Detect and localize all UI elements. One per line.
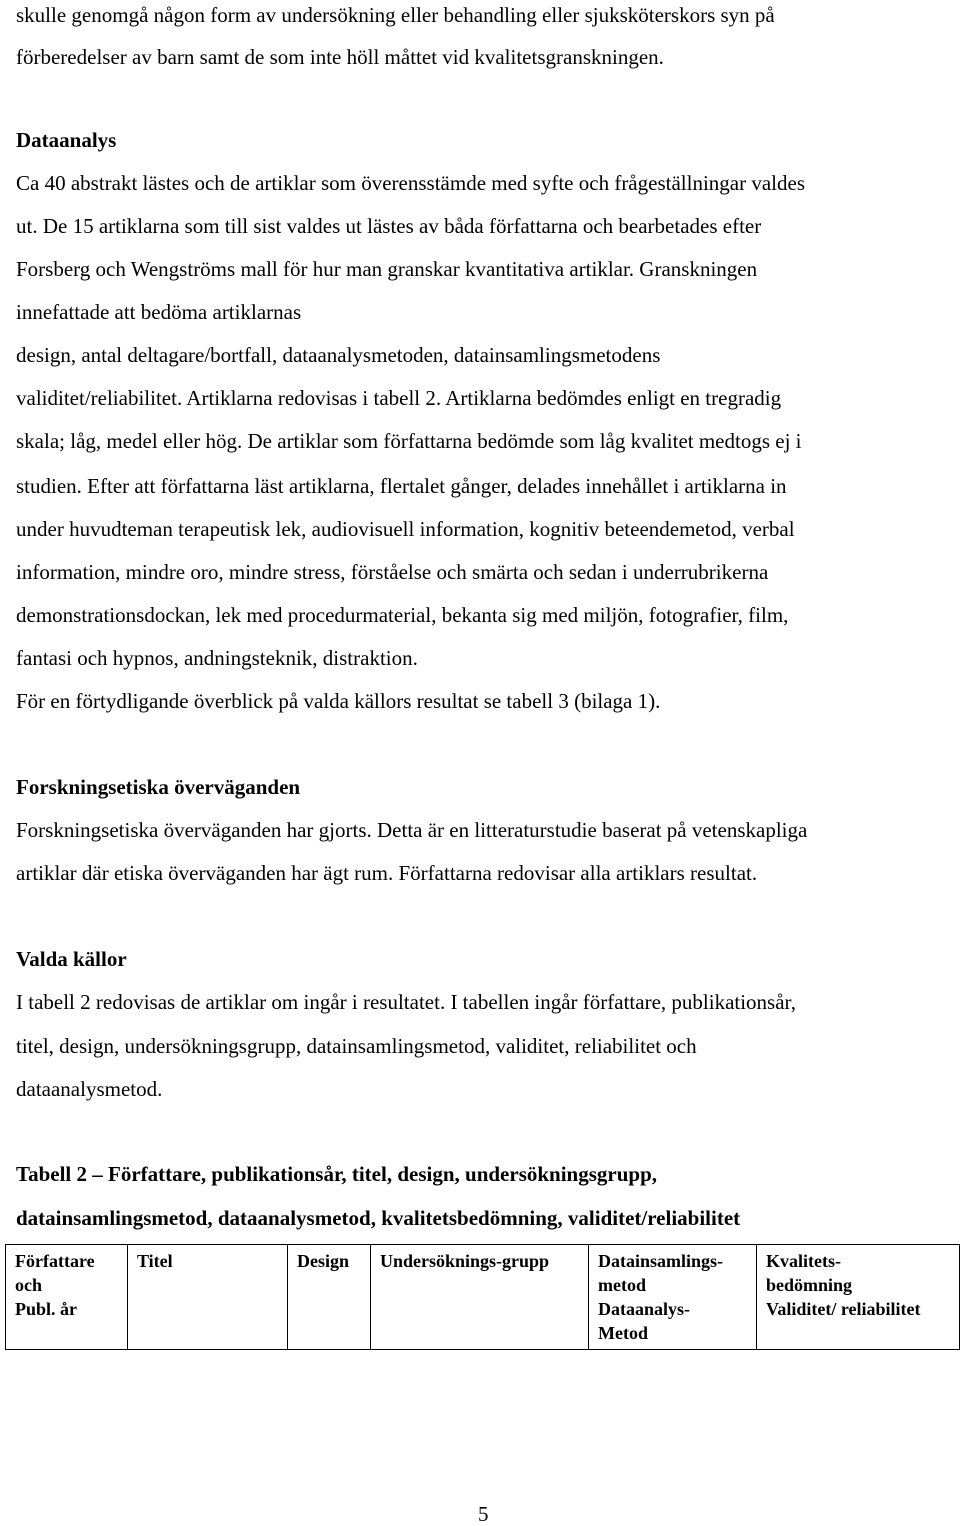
paragraph-line: I tabell 2 redovisas de artiklar om ingår i resultatet. I tabellen ingår författare, publikationsår, — [16, 990, 796, 1014]
paragraph-line: validitet/reliabilitet. Artiklarna redovisas i tabell 2. Artiklarna bedömdes enligt en tregradig — [16, 386, 782, 410]
header-cell-datainsamlingsmetod: Datainsamlings- metod Dataanalys- Metod — [589, 1245, 757, 1350]
paragraph-line: Ca 40 abstrakt lästes och de artiklar som överensstämde med syfte och frågeställningar valdes — [16, 171, 805, 195]
paragraph-line: design, antal deltagare/bortfall, dataanalysmetoden, datainsamlingsmetodens — [16, 343, 661, 367]
header-cell-forfattare: Författare och Publ. år — [6, 1245, 128, 1350]
paragraph-line: Forskningsetiska överväganden har gjorts. Detta är en litteraturstudie baserat på vetenskapliga — [16, 818, 808, 842]
intro-line: skulle genomgå någon form av undersökning eller behandling eller sjuksköterskors syn på — [16, 3, 775, 27]
table-caption: datainsamlingsmetod, dataanalysmetod, kvalitetsbedömning, validitet/reliabilitet — [16, 1206, 741, 1230]
paragraph-line: information, mindre oro, mindre stress, förståelse och smärta och sedan i underrubrikerna — [16, 560, 769, 584]
paragraph-line: skala; låg, medel eller hög. De artiklar som författarna bedömde som låg kvalitet medtogs ej i — [16, 429, 802, 453]
section-heading-forskningsetik: Forskningsetiska överväganden — [16, 775, 301, 799]
page-number: 5 — [478, 1502, 489, 1526]
section-heading-dataanalys: Dataanalys — [16, 128, 117, 152]
paragraph-line: demonstrationsdockan, lek med procedurmaterial, bekanta sig med miljön, fotografier, film, — [16, 603, 789, 627]
table-caption: Tabell 2 – Författare, publikationsår, titel, design, undersökningsgrupp, — [16, 1162, 658, 1186]
paragraph-line: ut. De 15 artiklarna som till sist valdes ut lästes av båda författarna och bearbetades efter — [16, 214, 762, 238]
paragraph-line: fantasi och hypnos, andningsteknik, distraktion. — [16, 646, 418, 670]
header-cell-undersokningsgrupp: Undersöknings-grupp — [371, 1245, 589, 1350]
paragraph-line: under huvudteman terapeutisk lek, audiovisuell information, kognitiv beteendemetod, verbal — [16, 517, 795, 541]
table-header-row — [6, 1245, 960, 1350]
paragraph-line: dataanalysmetod. — [16, 1077, 163, 1101]
intro-line: förberedelser av barn samt de som inte höll måttet vid kvalitetsgranskningen. — [16, 45, 664, 69]
table-2 — [5, 1244, 960, 1350]
section-heading-valda-kallor: Valda källor — [16, 947, 127, 971]
paragraph-line: För en förtydligande överblick på valda källors resultat se tabell 3 (bilaga 1). — [16, 689, 661, 713]
paragraph-line: titel, design, undersökningsgrupp, datainsamlingsmetod, validitet, reliabilitet och — [16, 1034, 697, 1058]
header-cell-titel: Titel — [128, 1245, 288, 1350]
paragraph-line: studien. Efter att författarna läst artiklarna, flertalet gånger, delades innehållet i artiklarna in — [16, 474, 787, 498]
paragraph-line: artiklar där etiska överväganden har ägt rum. Författarna redovisar alla artiklars resultat. — [16, 861, 758, 885]
header-cell-kvalitetsbedomning: Kvalitets- bedömning Validitet/ reliabilitet — [757, 1245, 960, 1350]
header-cell-design: Design — [288, 1245, 371, 1350]
paragraph-line: innefattade att bedöma artiklarnas — [16, 300, 302, 324]
paragraph-line: Forsberg och Wengströms mall för hur man granskar kvantitativa artiklar. Granskningen — [16, 257, 758, 281]
